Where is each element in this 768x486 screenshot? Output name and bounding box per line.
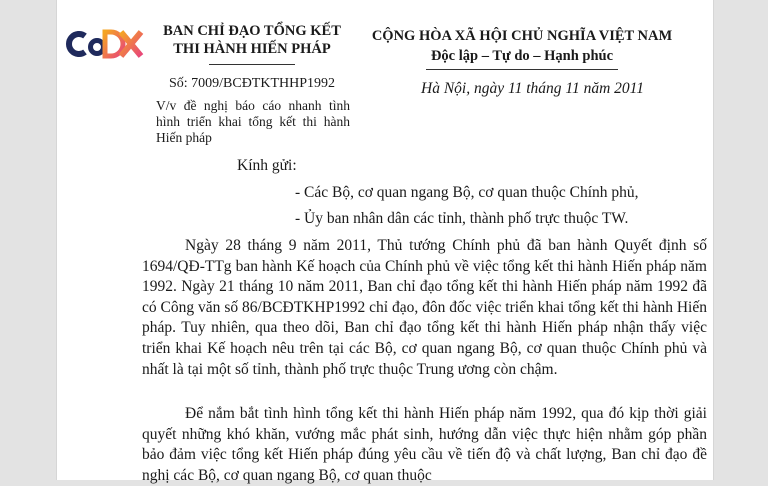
org-line-2: THI HÀNH HIẾN PHÁP: [173, 41, 331, 57]
recipient-2: - Ủy ban nhân dân các tỉnh, thành phố trực thuộc TW.: [295, 210, 629, 227]
paragraph-text: Để nắm bắt tình hình tổng kết thi hành Hiến pháp năm 1992, qua đó kịp thời giải quyết những khó khăn, vướng mắc phát sinh, hướng dẫn việc thực hiện nhằm góp phần bảo đảm việc tổng kết Hiến pháp đúng yêu cầu về tiến độ và chất lượng, Ban chỉ đạo đề nghị các Bộ, cơ quan ngang Bộ, cơ quan thuộc: [142, 405, 707, 484]
issuing-organization: [157, 22, 347, 65]
document-page: [57, 0, 713, 484]
recipient-1: - Các Bộ, cơ quan ngang Bộ, cơ quan thuộc Chính phủ,: [295, 184, 639, 201]
document-subject: V/v đề nghị báo cáo nhanh tình hình triển khai tổng kết thi hành Hiến pháp: [156, 98, 350, 145]
codx-logo-icon: [65, 26, 145, 62]
nation-name: CỘNG HÒA XÃ HỘI CHỦ NGHĨA VIỆT NAM: [371, 28, 673, 44]
body-paragraph-1: [142, 236, 707, 380]
body-paragraph-2: [142, 404, 707, 486]
org-line-1: BAN CHỈ ĐẠO TỔNG KẾT: [163, 23, 341, 39]
nation-motto-line: Độc lập – Tự do – Hạnh phúc: [430, 48, 614, 64]
national-motto: [357, 26, 687, 70]
paragraph-text: Ngày 28 tháng 9 năm 2011, Thủ tướng Chính phủ đã ban hành Quyết định số 1694/QĐ-TTg ban hành Kế hoạch của Chính phủ về việc tổng kết thi hành Hiến pháp năm 1992. Ngày 21 tháng 10 năm 2011, Ban chỉ đạo tổng kết thi hành Hiến pháp năm 1992 đã có Công văn số 86/BCĐTKHP1992 chỉ đạo, đôn đốc việc triển khai tổng kết thi hành Hiến pháp. Tuy nhiên, qua theo dõi, Ban chỉ đạo tổng kết thi hành Hiến pháp nhận thấy việc triển khai Kế hoạch nêu trên tại các Bộ, cơ quan ngang Bộ, cơ quan thuộc Chính phủ và nhất là tại một số tỉnh, thành phố trực thuộc Trung ương còn chậm.: [142, 237, 707, 378]
org-underline: [209, 64, 295, 65]
greeting: Kính gửi:: [237, 157, 297, 174]
motto-underline: [426, 69, 618, 70]
dateline: Hà Nội, ngày 11 tháng 11 năm 2011: [421, 80, 645, 97]
document-number: Số: 7009/BCĐTKTHHP1992: [168, 76, 336, 91]
